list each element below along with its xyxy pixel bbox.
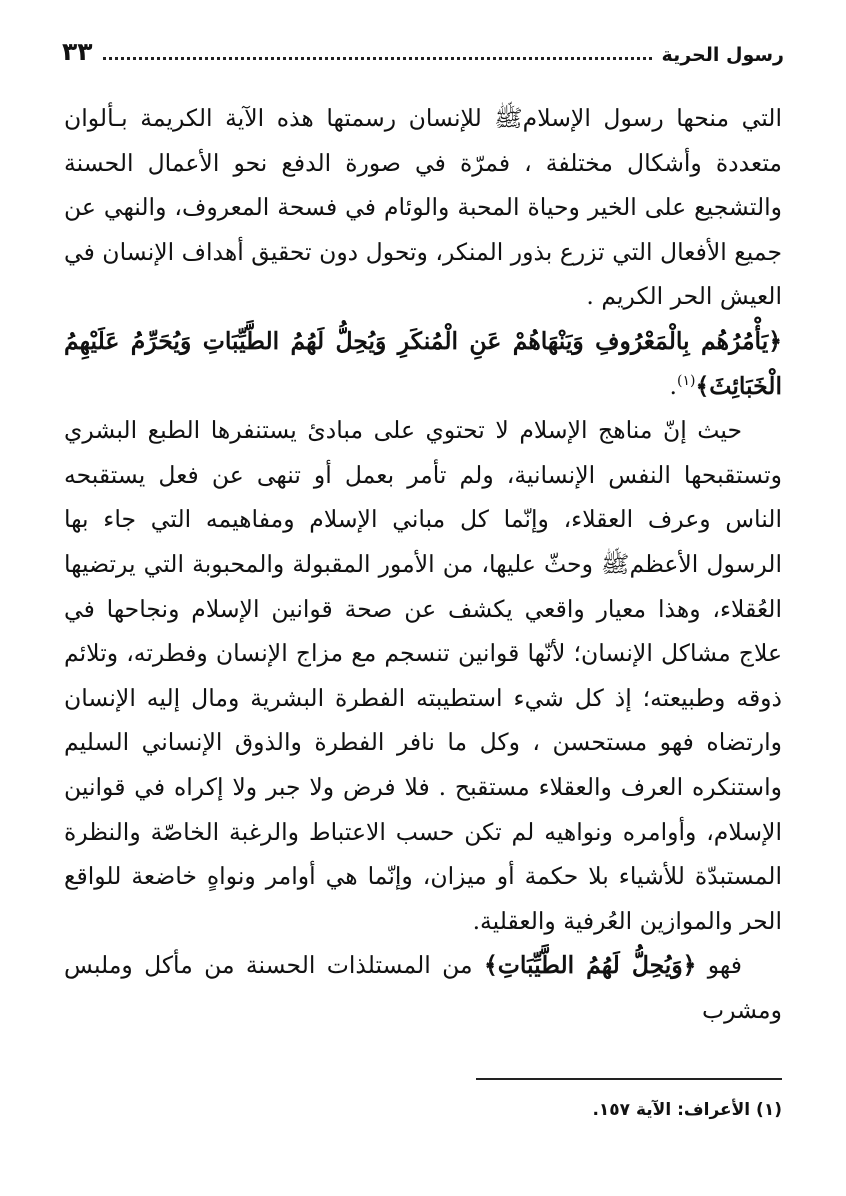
footnote: (١) الأعراف: الآية ١٥٧.: [592, 1100, 782, 1120]
header-dot-leader: [103, 57, 652, 60]
running-title: رسول الحرية: [661, 44, 784, 66]
quran-verse-inline: ﴿وَيُحِلُّ لَهُمُ الطَّيِّبَاتِ﴾: [483, 951, 697, 980]
paragraph-2: حيث إنّ مناهج الإسلام لا تحتوي على مبادئ يستنفرها الطبع البشري وتستقبحها النفس الإنسانية، ولم تأمر بعمل أو تنهى عن فعل يستقبحه الناس وعرف العقلاء، وإنّما كل مباني الإسلام ومفاهيمه التي جاء بها الرسول الأعظمﷺ وحثّ عليها، من الأمور المقبولة والمحبوبة التي يرتضيها العُقلاء، وهذا معيار واقعي يكشف عن صحة قوانين الإسلام ونجاحها في علاج مشاكل الإنسان؛ لأنّها قوانين تنسجم مع مزاج الإنسان وفطرته، وتلائم ذوقه وطبيعته؛ إذ كل شيء استطيبته الفطرة البشرية ومال إليه الإنسان وارتضاه فهو مستحسن ، وكل ما نافر الفطرة والذوق الإنساني السليم واستنكره العرف والعقلاء مستقبح . فلا فرض ولا جبر ولا إكراه في قوانين الإسلام، وأوامره ونواهيه لم تكن حسب الاعتباط والرغبة الخاصّة والنظرة المستبدّة للأشياء بلا حكمة أو ميزان، وإنّما هي أوامر ونواهٍ خاضعة للواقع الحر والموازين العُرفية والعقلية.: [64, 416, 782, 935]
footnote-separator: [476, 1078, 782, 1080]
verse-tail: .: [669, 371, 678, 400]
paragraph-1: التي منحها رسول الإسلامﷺ للإنسان رسمتها هذه الآية الكريمة بـألوان متعددة وأشكال مختلفة ، فمرّة في صورة الدفع نحو الأعمال الحسنة والتشجيع على الخير وحياة المحبة والوئام في فسحة المعروف، والنهي عن جميع الأفعال التي تزرع بذور المنكر، وتحول دون تحقيق أهداف الإنسان في العيش الحر الكريم .: [64, 104, 782, 311]
footnote-reference[interactable]: (١): [677, 372, 696, 389]
paragraph-3: [64, 943, 782, 1032]
page-body: [64, 96, 782, 1032]
quran-verse: ﴿يَأْمُرُهُم بِالْمَعْرُوفِ وَيَنْهَاهُمْ عَنِ الْمُنكَرِ وَيُحِلُّ لَهُمُ الطَّيِّبَاتِ وَيُحَرِّمُ عَلَيْهِمُ الْخَبَائِثَ﴾: [64, 326, 782, 400]
page-header: [62, 26, 784, 66]
paragraph-3-tail: من المستلذات الحسنة من مأكل وملبس ومشرب: [64, 951, 782, 1024]
verse-paragraph: [64, 319, 782, 408]
page-number: ٣٣: [62, 37, 93, 66]
paragraph-3-lead: فهو: [707, 951, 742, 980]
